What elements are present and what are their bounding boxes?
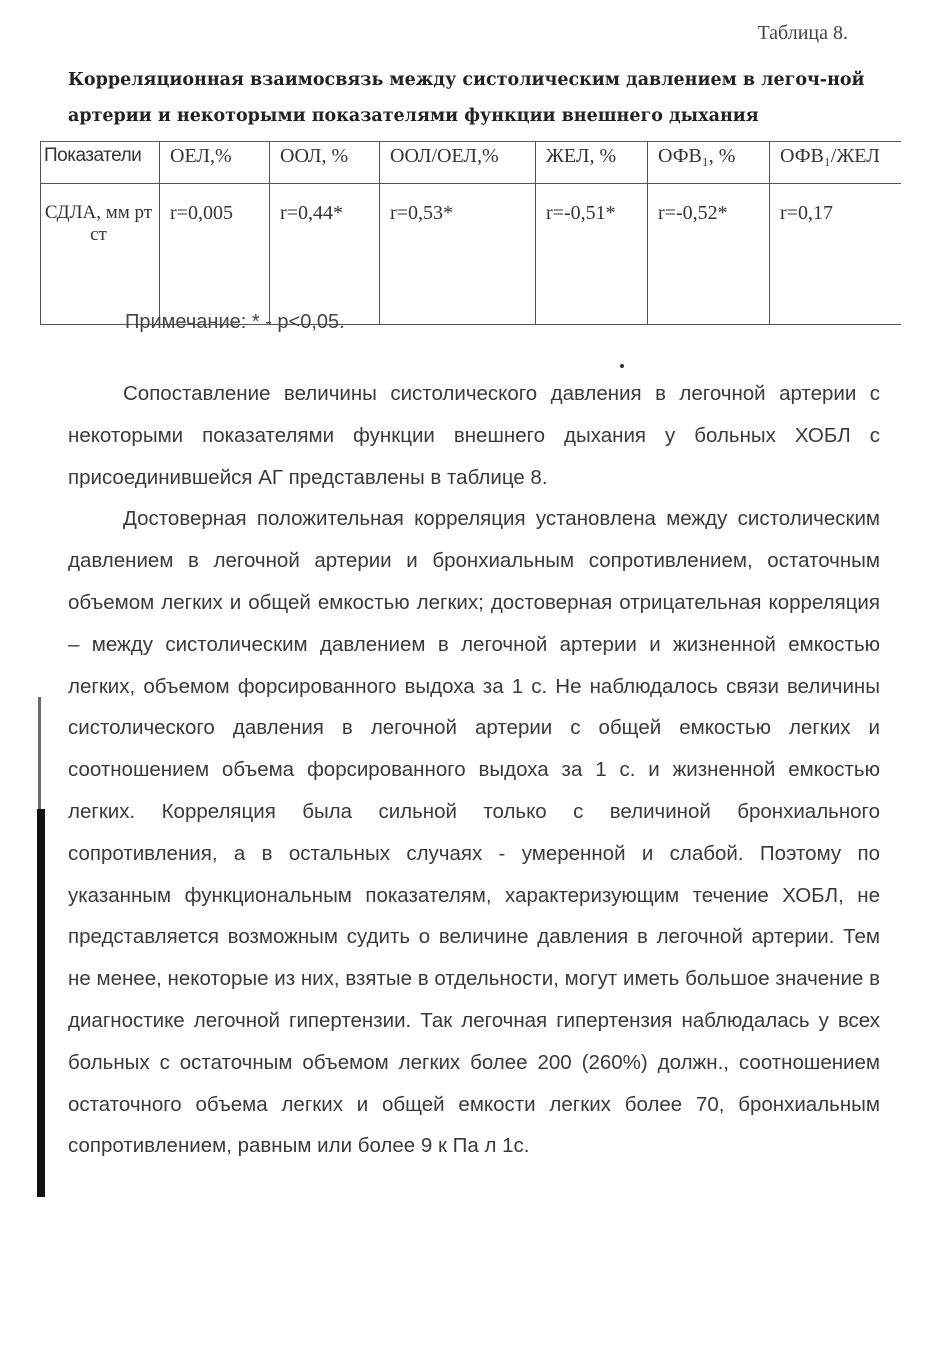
header-cell: ОЕЛ,% [160, 142, 270, 184]
table-number: Таблица 8. [757, 22, 848, 44]
header-cell: Показатели [41, 142, 160, 184]
table-row [41, 184, 902, 325]
body-text [68, 373, 880, 1167]
data-cell: r=-0,51* [536, 184, 648, 325]
data-cell: r=0,53* [380, 184, 536, 325]
row-label-cell: СДЛА, мм рт ст [41, 184, 160, 325]
scan-margin-line [38, 697, 41, 809]
correlation-table [40, 141, 901, 325]
paragraph: Достоверная положительная корреляция установлена между систолическим давлением в легочной артерии и бронхиальным сопротивлением, остаточным объемом легких и общей емкостью легких; достоверная отрицательная корреляция – между систолическим давлением в легочной артерии и жизненной емкостью легких, объемом форсированного выдоха за 1 с. Не наблюдалось связи величины систолического давления в легочной артерии с общей емкостью легких и соотношением объема форсированного выдоха за 1 с. и жизненной емкостью легких. Корреляция была сильной только с величиной бронхиального сопротивления, а в остальных случаях - умеренной и слабой. Поэтому по указанным функциональным показателям, характеризующим течение ХОБЛ, не представляется возможным судить о величине давления в легочной артерии. Тем не менее, некоторые из них, взятые в отдельности, могут иметь большое значение в диагностике легочной гипертензии. Так легочная гипертензия наблюдалась у всех больных с остаточным объемом легких более 200 (260%) должн., соотношением остаточного объема легких и общей емкости легких более 70, бронхиальным сопротивлением, равным или более 9 к Па л 1с. [68, 507, 880, 1158]
data-cell: r=0,17 [770, 184, 902, 325]
scan-margin-bar [37, 809, 45, 1197]
table-note: Примечание: * - р<0,05. [125, 311, 345, 333]
data-cell: r=0,44* [270, 184, 380, 325]
header-cell: ООЛ, % [270, 142, 380, 184]
header-cell: ОФВ₁, % [648, 142, 770, 184]
header-cell: ЖЕЛ, % [536, 142, 648, 184]
paragraph: Сопоставление величины систолического давления в легочной артерии с некоторыми показателями функции внешнего дыхания у больных ХОБЛ с присоединившейся АГ представлены в таблице 8. [68, 382, 880, 489]
data-cell: r=-0,52* [648, 184, 770, 325]
header-cell: ООЛ/ОЕЛ,% [380, 142, 536, 184]
data-cell: r=0,005 [160, 184, 270, 325]
header-cell: ОФВ₁/ЖЕЛ [770, 142, 902, 184]
scan-speck [620, 364, 624, 368]
table-header-row [41, 142, 902, 184]
table-title: Корреляционная взаимосвязь между систолическим давлением в легоч-ной артерии и некоторыми показателями функции внешнего дыхания [68, 70, 865, 126]
